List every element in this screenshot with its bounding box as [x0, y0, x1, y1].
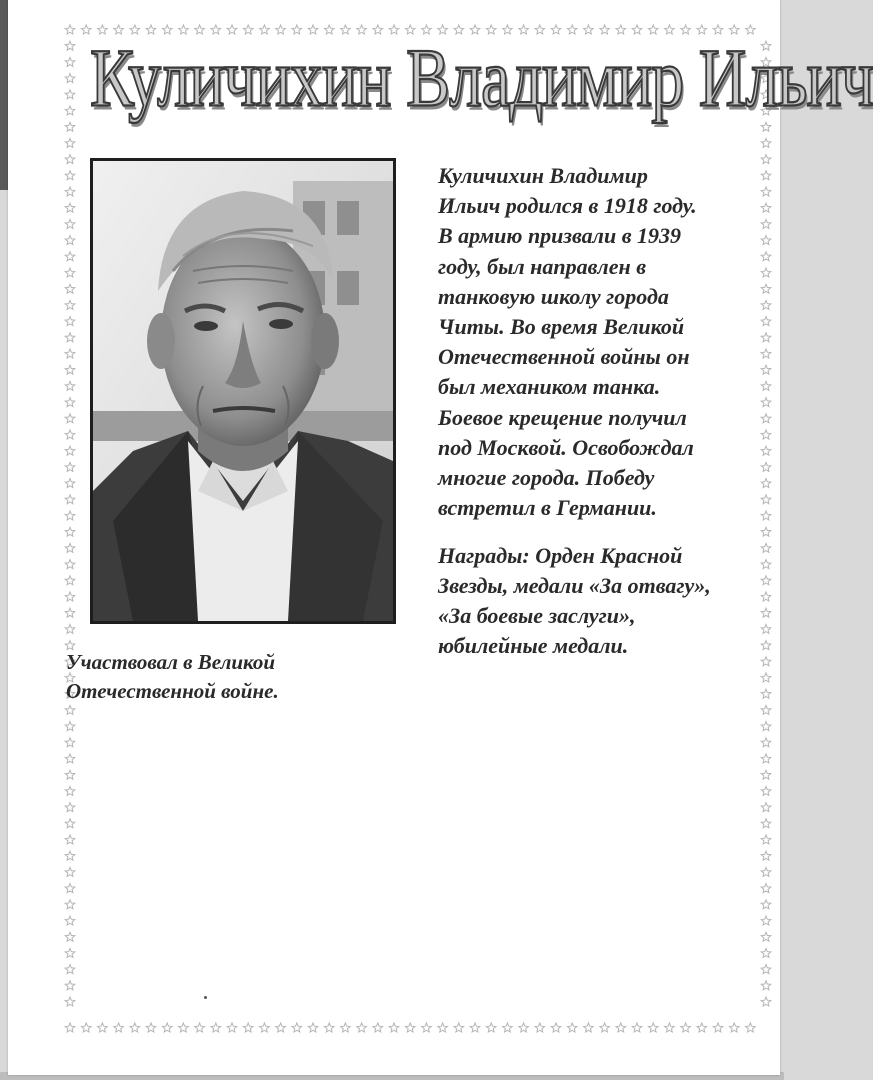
border-star-icon	[146, 1023, 156, 1032]
border-star-icon	[65, 138, 75, 147]
border-star-icon	[761, 138, 771, 147]
border-star-icon	[65, 317, 75, 326]
border-star-icon	[308, 1023, 318, 1032]
border-star-icon	[761, 981, 771, 990]
border-star-icon	[65, 236, 75, 245]
border-star-icon	[65, 527, 75, 536]
border-star-icon	[65, 349, 75, 358]
border-star-icon	[65, 57, 75, 66]
border-star-icon	[65, 495, 75, 504]
border-star-icon	[697, 1023, 707, 1032]
border-star-icon	[65, 511, 75, 520]
awards-line: «За боевые заслуги»,	[438, 603, 636, 628]
border-star-icon	[65, 932, 75, 941]
border-star-icon	[65, 479, 75, 488]
border-star-icon	[761, 851, 771, 860]
border-star-icon	[211, 1023, 221, 1032]
border-star-icon	[65, 560, 75, 569]
border-star-icon	[616, 1023, 626, 1032]
border-star-icon	[65, 365, 75, 374]
border-star-icon	[584, 1023, 594, 1032]
border-star-icon	[65, 171, 75, 180]
border-star-icon	[65, 446, 75, 455]
scan-speck	[204, 996, 207, 999]
border-star-icon	[65, 462, 75, 471]
border-star-icon	[713, 1023, 723, 1032]
border-star-icon	[761, 867, 771, 876]
border-star-icon	[761, 916, 771, 925]
border-star-icon	[600, 1023, 610, 1032]
border-star-icon	[470, 1023, 480, 1032]
border-star-icon	[761, 997, 771, 1006]
border-star-icon	[65, 576, 75, 585]
photo-caption	[66, 648, 366, 706]
border-star-icon	[65, 835, 75, 844]
border-star-icon	[761, 884, 771, 893]
biography-line: Ильич родился в 1918 году.	[438, 193, 697, 219]
border-star-icon	[65, 754, 75, 763]
border-star-icon	[729, 1023, 739, 1032]
border-star-icon	[761, 673, 771, 682]
border-star-icon	[65, 624, 75, 633]
border-star-icon	[438, 1023, 448, 1032]
border-star-icon	[114, 1023, 124, 1032]
border-star-icon	[761, 689, 771, 698]
border-star-icon	[761, 738, 771, 747]
border-star-icon	[243, 1023, 253, 1032]
biography-line: Отечественной войны он	[438, 344, 690, 370]
border-star-icon	[65, 381, 75, 390]
border-star-icon	[761, 819, 771, 828]
border-star-icon	[65, 916, 75, 925]
border-star-icon	[65, 284, 75, 293]
border-star-icon	[65, 819, 75, 828]
border-star-icon	[65, 333, 75, 342]
border-star-icon	[503, 1023, 513, 1032]
biography-line: многие города. Победу	[438, 465, 655, 491]
biography-line: под Москвой. Освобождал	[438, 434, 694, 460]
portrait-photo	[90, 158, 396, 624]
border-star-icon	[761, 786, 771, 795]
border-star-icon	[65, 219, 75, 228]
border-star-icon	[65, 608, 75, 617]
awards-text	[438, 541, 773, 661]
border-star-icon	[761, 835, 771, 844]
border-star-icon	[65, 74, 75, 83]
border-star-icon	[761, 770, 771, 779]
border-star-icon	[227, 1023, 237, 1032]
caption-line: Участвовал в Великой	[66, 650, 276, 674]
border-star-icon	[65, 398, 75, 407]
border-star-icon	[65, 187, 75, 196]
border-star-icon	[195, 1023, 205, 1032]
awards-line: Награды: Орден Красной	[438, 543, 683, 568]
portrait-photo-icon	[93, 161, 393, 621]
border-star-icon	[65, 203, 75, 212]
page-title: Куличихин Владимир Ильич	[90, 33, 873, 125]
border-star-icon	[746, 1023, 756, 1032]
border-star-icon	[761, 527, 771, 536]
border-star-icon	[486, 1023, 496, 1032]
border-star-icon	[65, 414, 75, 423]
border-star-icon	[65, 722, 75, 731]
border-star-icon	[761, 900, 771, 909]
biography-line: встретил в Германии.	[438, 495, 657, 521]
border-star-icon	[130, 1023, 140, 1032]
border-star-icon	[65, 981, 75, 990]
border-star-icon	[341, 1023, 351, 1032]
border-star-icon	[292, 1023, 302, 1032]
biography-line: В армию призвали в 1939	[438, 223, 682, 249]
border-star-icon	[405, 1023, 415, 1032]
border-star-icon	[65, 122, 75, 131]
border-star-icon	[65, 997, 75, 1006]
border-star-icon	[761, 803, 771, 812]
biography-line: Боевое крещение получил	[438, 404, 687, 430]
border-star-icon	[324, 1023, 334, 1032]
border-star-icon	[761, 722, 771, 731]
border-star-icon	[162, 1023, 172, 1032]
border-star-icon	[665, 1023, 675, 1032]
border-star-icon	[65, 592, 75, 601]
border-star-icon	[65, 430, 75, 439]
border-star-icon	[65, 90, 75, 99]
awards-line: Звезды, медали «За отвагу»,	[438, 573, 711, 598]
caption-line: Отечественной войне.	[66, 679, 279, 703]
border-star-icon	[389, 1023, 399, 1032]
border-star-icon	[519, 1023, 529, 1032]
border-star-icon	[422, 1023, 432, 1032]
biography-line: году, был направлен в	[438, 253, 647, 279]
border-star-icon	[454, 1023, 464, 1032]
border-star-icon	[65, 803, 75, 812]
border-star-icon	[65, 770, 75, 779]
border-star-icon	[761, 754, 771, 763]
border-star-icon	[357, 1023, 367, 1032]
border-star-icon	[276, 1023, 286, 1032]
border-star-icon	[761, 932, 771, 941]
border-star-icon	[65, 1023, 75, 1032]
border-star-icon	[761, 948, 771, 957]
border-star-icon	[65, 900, 75, 909]
border-star-icon	[567, 1023, 577, 1032]
border-star-icon	[65, 948, 75, 957]
border-star-icon	[65, 786, 75, 795]
border-star-icon	[179, 1023, 189, 1032]
border-star-icon	[65, 543, 75, 552]
border-star-icon	[65, 41, 75, 50]
border-star-icon	[81, 1023, 91, 1032]
border-star-icon	[681, 1023, 691, 1032]
border-star-icon	[65, 884, 75, 893]
border-star-icon	[65, 867, 75, 876]
border-star-icon	[632, 1023, 642, 1032]
border-star-icon	[65, 738, 75, 747]
border-star-icon	[65, 155, 75, 164]
biography-line: Читы. Во время Великой	[438, 314, 685, 340]
border-star-icon	[65, 851, 75, 860]
border-star-icon	[65, 300, 75, 309]
border-star-icon	[98, 1023, 108, 1032]
biography-line: танковую школу города	[438, 283, 669, 309]
border-star-icon	[65, 25, 75, 34]
border-star-icon	[373, 1023, 383, 1032]
border-star-icon	[65, 106, 75, 115]
border-star-icon	[65, 965, 75, 974]
biography-line: был механиком танка.	[438, 374, 661, 400]
border-star-icon	[551, 1023, 561, 1032]
border-star-icon	[65, 705, 75, 714]
border-star-icon	[535, 1023, 545, 1032]
border-star-icon	[761, 965, 771, 974]
biography-text	[438, 161, 768, 523]
border-star-icon	[761, 705, 771, 714]
border-star-icon	[260, 1023, 270, 1032]
border-star-icon	[65, 268, 75, 277]
awards-line: юбилейные медали.	[438, 633, 629, 658]
biography-line: Куличихин Владимир	[438, 163, 648, 188]
border-star-icon	[648, 1023, 658, 1032]
border-star-icon	[65, 252, 75, 261]
